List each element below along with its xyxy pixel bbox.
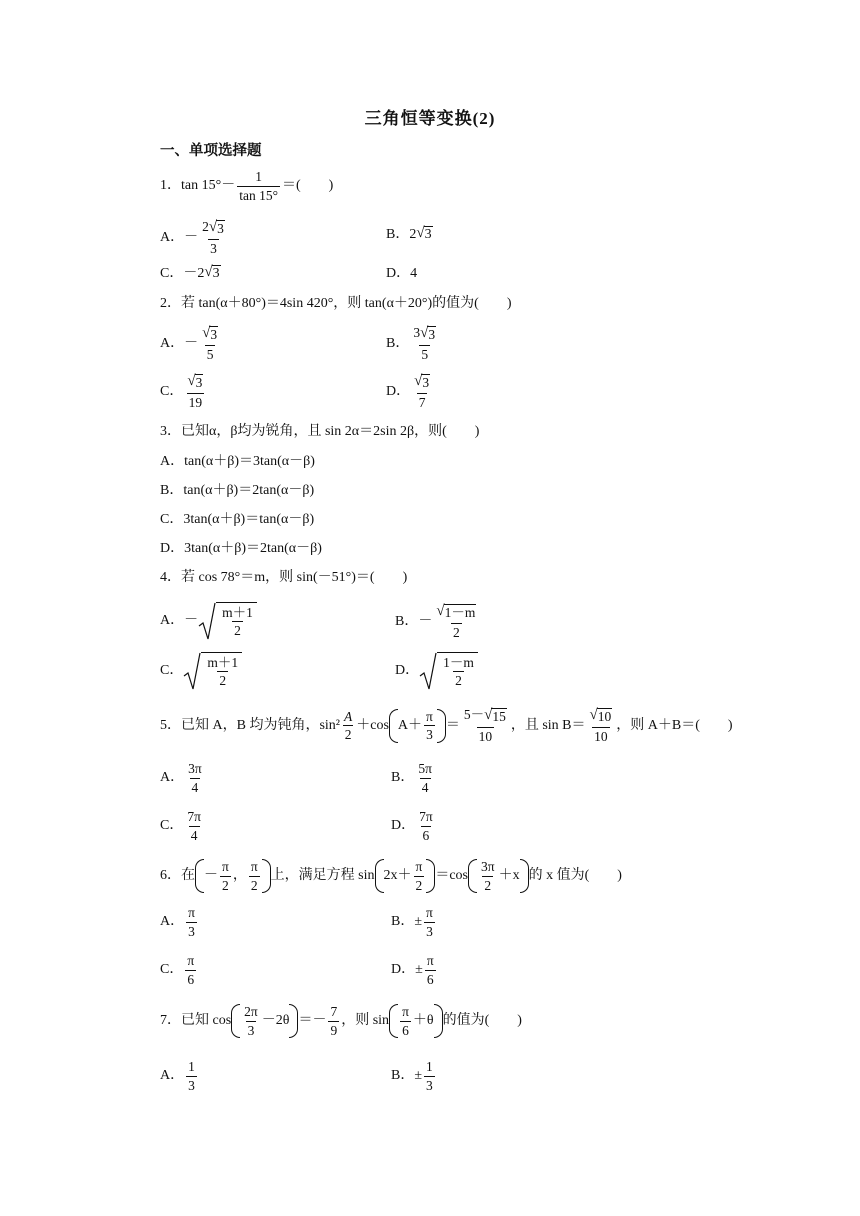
option-a[interactable]: A． － $\frac{m+1}{2}$ [160, 602, 257, 640]
option-b[interactable]: B． 2 √ 3 [386, 225, 432, 242]
option-d[interactable]: D．3tan(α＋β)＝2tan(α－β) [160, 541, 322, 556]
option-a[interactable]: A． － 2 √ 3 3 [160, 219, 224, 256]
option-c[interactable]: C． $\frac{7\pi}{4}$ [160, 809, 201, 843]
question-4-stem: 4． 若 cos 78°＝m，则 sin(－51°)＝( ) [160, 570, 408, 585]
option-a[interactable]: A． $\frac{\pi}{3}$ [160, 905, 195, 939]
option-b[interactable]: B．tan(α＋β)＝2tan(α－β) [160, 483, 315, 498]
option-c[interactable]: C．3tan(α＋β)＝tan(α－β) [160, 512, 315, 527]
question-6-stem: 6． 在 － $\frac{\pi}{2}$ ， $\frac{\pi}{2}$ 上，满足方程 sin 2x＋ $\frac{\pi}{2}$ ＝cos $\frac{3\pi}{2}$ ＋x 的 x 值为( ) [160, 859, 622, 893]
option-b[interactable]: B． ± $\frac{\pi}{3}$ [391, 905, 433, 939]
question-3-stem: 3． 已知α，β均为锐角，且 sin 2α＝2sin 2β，则( ) [160, 424, 480, 439]
stem-text: ＝( ) [281, 178, 334, 193]
option-d[interactable]: D． 4 [386, 266, 418, 281]
option-d[interactable]: D． $\frac{7\pi}{6}$ [391, 809, 433, 843]
question-1-stem [160, 170, 333, 202]
question-number: 1． [160, 178, 181, 193]
option-b[interactable]: B． 3 √ 3 5 [386, 325, 436, 362]
option-c[interactable]: C． －2 √ 3 [160, 264, 220, 281]
stem-text: tan 15°－ [181, 178, 236, 193]
option-a[interactable]: A．tan(α＋β)＝3tan(α－β) [160, 454, 315, 469]
page-title: 三角恒等变换(2) [364, 109, 496, 128]
question-2-stem: 2． 若 tan(α＋80°)＝4sin 420°，则 tan(α＋20°)的值为( ) [160, 296, 512, 311]
question-5-stem: 5． 已知 A，B 均为钝角，sin² $\frac{A}{2}$ ＋cos A＋ $\frac{\pi}{3}$ ＝ 5－ √ 15 10 ，且 sin B＝ √ 10 10 ，则 A＋B＝( ) [160, 707, 733, 744]
option-a[interactable]: A． $\frac{1}{3}$ [160, 1059, 195, 1093]
option-c[interactable]: C． $\frac{m+1}{2}$ [160, 652, 242, 690]
option-a[interactable]: A． － √ 3 5 [160, 325, 218, 362]
option-d[interactable]: D． √ 3 7 [386, 373, 430, 410]
option-b[interactable]: B． ± $\frac{1}{3}$ [391, 1059, 433, 1093]
section-heading: 一、单项选择题 [160, 143, 262, 159]
option-b[interactable]: B． － √ 1－m 2 [395, 603, 476, 640]
option-b[interactable]: B． $\frac{5\pi}{4}$ [391, 761, 432, 795]
option-d[interactable]: D． ± $\frac{\pi}{6}$ [391, 953, 434, 987]
option-d[interactable]: D． $\frac{1-m}{2}$ [395, 652, 478, 690]
option-c[interactable]: C． √ 3 19 [160, 373, 203, 410]
question-7-stem: 7． 已知 cos $\frac{2\pi}{3}$ －2θ ＝－ $\frac{7}{9}$ ，则 sin $\frac{\pi}{6}$ ＋θ 的值为( ) [160, 1004, 522, 1038]
option-c[interactable]: C． $\frac{\pi}{6}$ [160, 953, 195, 987]
option-a[interactable]: A． $\frac{3\pi}{4}$ [160, 761, 202, 795]
fraction: $\frac{1}{\tan 15^\circ}$ [239, 169, 278, 203]
